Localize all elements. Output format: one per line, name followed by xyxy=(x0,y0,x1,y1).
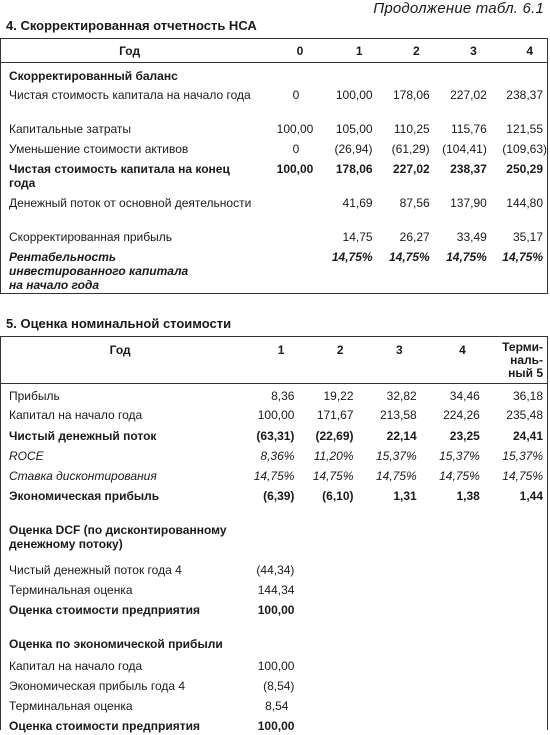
row-label: Капитальные затраты xyxy=(9,122,132,136)
cell: 0 xyxy=(292,88,300,102)
cell: (22,69) xyxy=(315,429,354,443)
cell: (6,39) xyxy=(263,489,295,503)
cell: 36,18 xyxy=(512,388,543,403)
cell: 110,25 xyxy=(393,122,430,136)
cell: 14,75% xyxy=(388,250,430,264)
cell: 1,44 xyxy=(519,489,543,503)
cell: 105,00 xyxy=(335,122,373,136)
cell: 137,90 xyxy=(450,196,487,210)
cell: 14,75% xyxy=(502,469,543,483)
section-4-table xyxy=(1,39,547,292)
cell: 34,46 xyxy=(449,388,480,403)
continuation-caption: Продолжение табл. 6.1 xyxy=(373,0,544,17)
cell: 121,55 xyxy=(506,122,543,136)
section-4-title: 4. Скорректированная отчетность НСА xyxy=(6,18,257,33)
row-label: Экономическая прибыль xyxy=(9,489,160,503)
row-label: Капитал на начало года xyxy=(9,408,143,422)
col-header-year: Год xyxy=(1,337,239,383)
section-5-table xyxy=(1,337,547,735)
cell: 14,75 xyxy=(342,230,373,244)
cell: 235,48 xyxy=(506,408,543,422)
cell: 22,14 xyxy=(386,429,417,443)
cell: 15,37% xyxy=(375,449,417,463)
col-header-year: Год xyxy=(1,39,258,62)
section-4-table-box xyxy=(0,38,548,294)
cell: 8,54 xyxy=(265,699,289,713)
cell: 0 xyxy=(292,142,300,156)
row-label: Капитал на начало года xyxy=(9,659,143,673)
cell xyxy=(258,246,317,292)
cell xyxy=(258,226,317,246)
cell: 23,25 xyxy=(449,429,480,443)
cell: 14,75% xyxy=(253,469,295,483)
row-label: ROCE xyxy=(9,449,44,463)
cell: 14,75% xyxy=(375,469,417,483)
cell: 100,00 xyxy=(276,122,314,136)
cell: 14,75% xyxy=(312,469,354,483)
col-header-4: 4 xyxy=(421,337,484,383)
cell: 35,17 xyxy=(512,230,543,244)
cell: 26,27 xyxy=(399,230,430,244)
dcf-heading: Оценка DCF (по дисконтированному денежному потоку) xyxy=(9,523,227,551)
cell: 100,00 xyxy=(257,719,295,733)
row-label: Чистая стоимость капитала на конец года xyxy=(9,162,230,190)
cell: 15,37% xyxy=(502,449,543,463)
col-header-1: 1 xyxy=(317,39,376,62)
col-header-1: 1 xyxy=(239,337,298,383)
row-label: Чистый денежный поток xyxy=(9,429,157,443)
row-label: Рентабельность инвестированного капитала на начало года xyxy=(9,250,189,292)
row-label: Чистый денежный поток года 4 xyxy=(9,563,182,577)
cell: 19,22 xyxy=(323,388,354,403)
cell: 1,38 xyxy=(456,489,480,503)
cell: 14,75% xyxy=(502,250,543,264)
cell: 15,37% xyxy=(439,449,480,463)
row-label: Ставка дисконтирования xyxy=(9,469,157,483)
terminal-header-text: Терми-наль-ный 5 xyxy=(502,340,543,380)
cell: 250,29 xyxy=(506,162,543,176)
cell: 87,56 xyxy=(399,196,430,210)
col-header-2: 2 xyxy=(298,337,357,383)
cell: 100,00 xyxy=(257,603,295,617)
cell: 14,75% xyxy=(439,469,480,483)
cell: 227,02 xyxy=(450,88,487,102)
cell: (44,34) xyxy=(256,563,295,577)
row-label: Оценка стоимости предприятия xyxy=(9,603,200,617)
row-label: Оценка стоимости предприятия xyxy=(9,719,200,733)
cell: 32,82 xyxy=(386,388,417,403)
cell: 213,58 xyxy=(379,408,417,422)
cell: 100,00 xyxy=(335,88,373,102)
cell: (26,94) xyxy=(334,142,373,156)
cell: (63,31) xyxy=(256,429,295,443)
row-label: Скорректированная прибыль xyxy=(9,230,172,244)
cell: 14,75% xyxy=(446,250,487,264)
row-label: Терминальная оценка xyxy=(9,583,133,597)
cell: 24,41 xyxy=(512,429,543,443)
cell: 238,37 xyxy=(506,88,543,102)
col-header-3: 3 xyxy=(358,337,421,383)
section-5-table-box xyxy=(0,336,548,733)
cell: (8,54) xyxy=(263,679,295,693)
cell: 8,36 xyxy=(271,388,295,403)
col-header-terminal-5 xyxy=(484,337,547,383)
cell: 227,02 xyxy=(392,162,430,176)
cell: 178,06 xyxy=(392,88,430,102)
subheader-adjusted-balance: Скорректированный баланс xyxy=(9,68,178,83)
cell: (109,63) xyxy=(502,142,547,156)
cell: 100,00 xyxy=(276,162,314,176)
cell: 144,80 xyxy=(506,196,543,210)
row-label: Прибыль xyxy=(9,388,60,403)
cell: (61,29) xyxy=(391,142,430,156)
col-header-4: 4 xyxy=(491,39,547,62)
row-label: Денежный поток от основной деятельности xyxy=(9,196,252,210)
cell: 238,37 xyxy=(450,162,487,176)
row-label: Чистая стоимость капитала на начало года xyxy=(9,88,251,102)
cell: 100,00 xyxy=(257,408,295,422)
cell xyxy=(258,192,317,226)
econ-heading: Оценка по экономической прибыли xyxy=(9,637,223,651)
cell: 33,49 xyxy=(456,230,487,244)
cell: 100,00 xyxy=(257,659,295,673)
col-header-3: 3 xyxy=(434,39,491,62)
cell: 115,76 xyxy=(451,122,487,136)
cell: 41,69 xyxy=(342,196,373,210)
cell: 11,20% xyxy=(313,449,354,463)
col-header-2: 2 xyxy=(377,39,434,62)
cell: 144,34 xyxy=(257,583,295,597)
row-label: Уменьшение стоимости активов xyxy=(9,142,189,156)
row-label: Терминальная оценка xyxy=(9,699,133,713)
section-5-title: 5. Оценка номинальной стоимости xyxy=(6,316,232,331)
cell: 14,75% xyxy=(331,250,373,264)
cell: (104,41) xyxy=(442,142,487,156)
cell: 178,06 xyxy=(335,162,373,176)
cell: 8,36% xyxy=(260,449,295,463)
cell: 1,31 xyxy=(393,489,417,503)
row-label: Экономическая прибыль года 4 xyxy=(9,679,186,693)
cell: (6,10) xyxy=(322,489,354,503)
cell: 224,26 xyxy=(443,408,480,422)
col-header-0: 0 xyxy=(258,39,317,62)
cell: 171,67 xyxy=(316,408,354,422)
